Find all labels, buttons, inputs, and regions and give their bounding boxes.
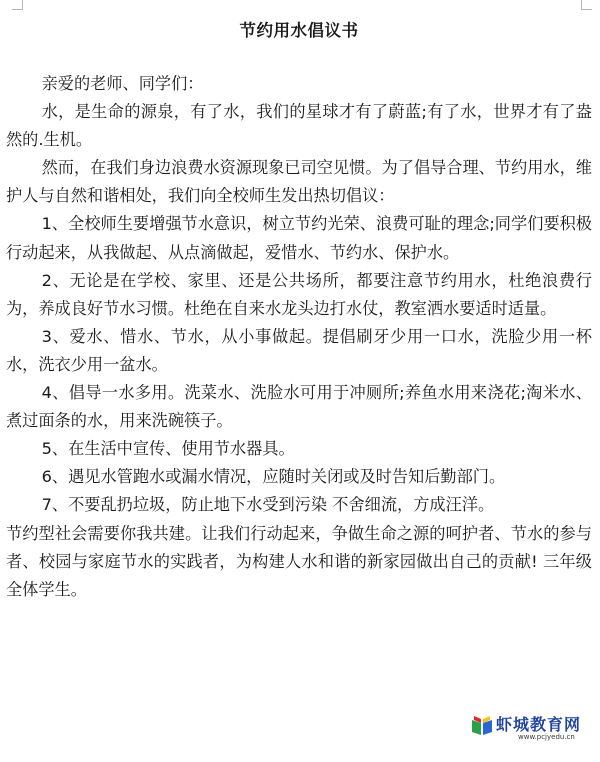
body-paragraph: 1、全校师生要增强节水意识，树立节约光荣、浪费可耻的理念;同学们要积极行动起来，从我做起、从点滴做起，爱惜水、节约水、保护水。 <box>6 214 592 262</box>
watermark-site-url: www.pcjyedu.cn <box>518 733 575 741</box>
body-paragraph: 4、倡导一水多用。洗菜水、洗脸水可用于冲厕所;养鱼水用来浇花;淘米水、煮过面条的水，用来洗碗筷子。 <box>6 383 592 431</box>
closing-paragraph: 节约型社会需要你我共建。让我们行动起来，争做生命之源的呵护者、节水的参与者、校园与家庭节水的实践者，为构建人水和谐的新家园做出自己的贡献! 三年级全体学生。 <box>6 523 592 599</box>
book-logo-icon <box>470 714 494 736</box>
body-paragraph: 然而，在我们身边浪费水资源现象已司空见惯。为了倡导合理、节约用水，维护人与自然和谐相处，我们向全校师生发出热切倡议： <box>6 158 592 206</box>
body-paragraph: 亲爱的老师、同学们： <box>41 74 204 93</box>
body-paragraph: 5、在生活中宣传、使用节水器具。 <box>41 439 295 459</box>
body-paragraph: 水，是生命的源泉，有了水，我们的星球才有了蔚蓝;有了水，世界才有了盎然的.生机。 <box>6 102 592 150</box>
body-paragraph: 2、无论是在学校、家里、还是公共场所，都要注意节约用水，杜绝浪费行为，养成良好节水习惯。杜绝在自来水龙头边打水仗，教室洒水要适时适量。 <box>6 270 592 318</box>
body-paragraph: 7、不要乱扔垃圾，防止地下水受到污染 不舍细流，方成汪洋。 <box>41 495 495 515</box>
document-title: 节约用水倡议书 <box>239 21 359 40</box>
site-watermark-logo <box>470 710 592 744</box>
body-paragraph: 3、爱水、惜水、节水，从小事做起。提倡刷牙少用一口水，洗脸少用一杯水，洗衣少用一盆水。 <box>6 326 592 374</box>
document-body <box>6 70 592 604</box>
body-paragraph: 6、遇见水管跑水或漏水情况，应随时关闭或及时告知后勤部门。 <box>41 467 506 487</box>
document-page <box>6 0 592 604</box>
watermark-site-name: 虾城教育网 <box>496 715 582 734</box>
